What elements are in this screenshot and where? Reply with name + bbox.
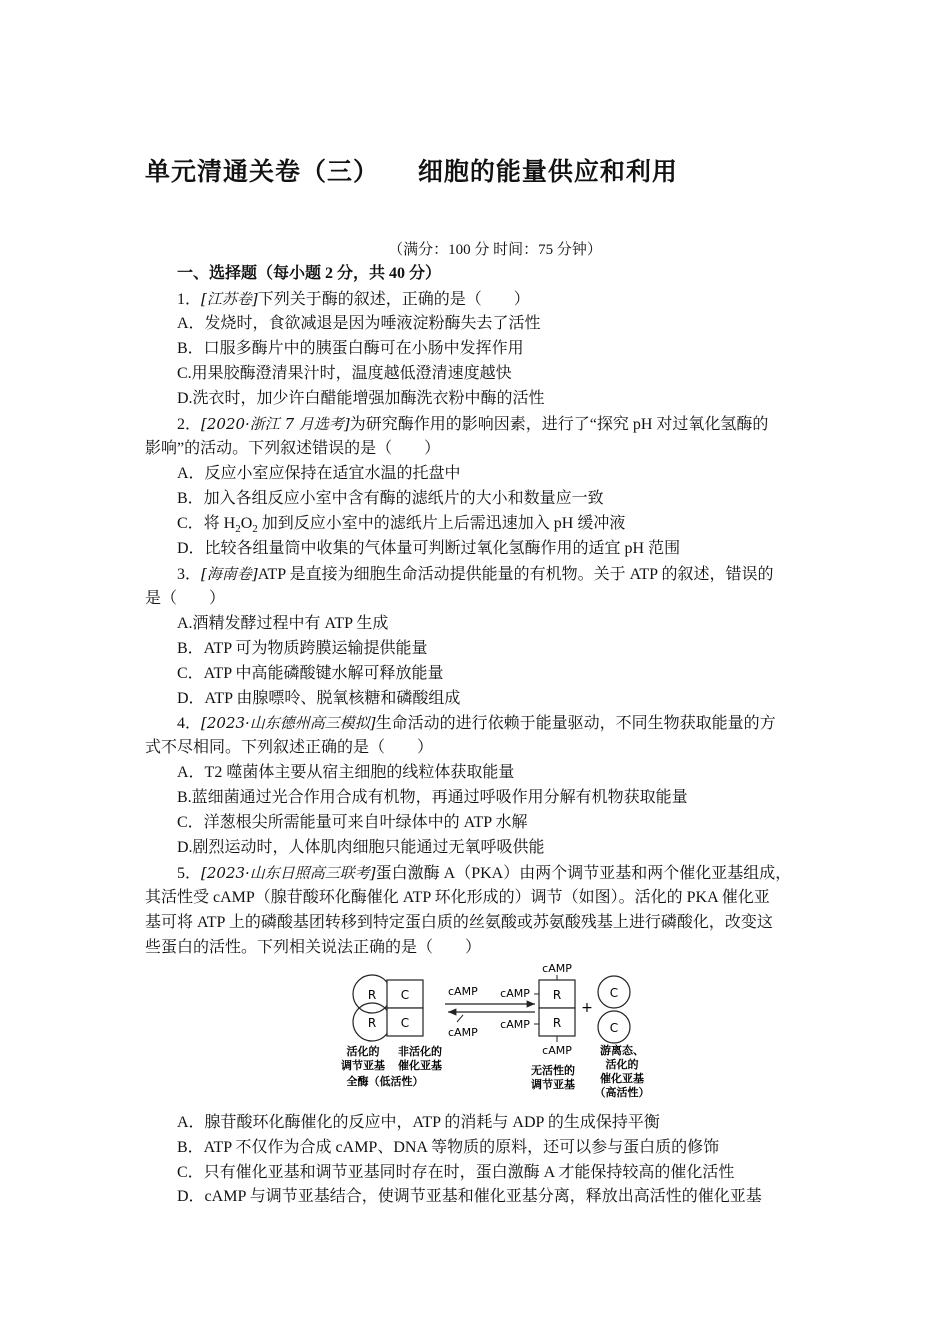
r-label-1: R <box>367 988 377 1002</box>
q1-option-a[interactable]: A．发烧时，食欲减退是因为唾液淀粉酶失去了活性 <box>177 315 541 332</box>
q5-option-b[interactable]: B．ATP 不仅作为合成 cAMP、DNA 等物质的原料，还可以参与蛋白质的修饰 <box>177 1139 720 1156</box>
label-inactive-reg-2: 调节亚基 <box>531 1078 575 1091</box>
q2-option-c-post: 加到反应小室中的滤纸片上后需迅速加入 pH 缓冲液 <box>257 515 626 532</box>
q5-stem <box>177 863 791 884</box>
q3-option-b[interactable]: B．ATP 可为物质跨膜运输提供能量 <box>177 640 428 657</box>
label-active-reg-2: 调节亚基 <box>341 1059 385 1072</box>
holoenzyme <box>341 975 442 1088</box>
q5-text: 蛋白激酶 A（PKA）由两个调节亚基和两个催化亚基组成， <box>375 865 792 882</box>
q2-sub2: 2 <box>252 523 258 536</box>
regulatory-dimer <box>500 962 575 1091</box>
label-inactive-cat-2: 催化亚基 <box>398 1059 442 1072</box>
label-free-2: 活化的 <box>605 1058 639 1071</box>
page-title: 单元清通关卷（三） 细胞的能量供应和利用 <box>145 157 678 186</box>
q3-stem <box>177 564 773 585</box>
q2-option-d[interactable]: D．比较各组量筒中收集的气体量可判断过氧化氢酶作用的适宜 pH 范围 <box>177 540 681 557</box>
q5-option-c[interactable]: C．只有催化亚基和调节亚基同时存在时，蛋白激酶 A 才能保持较高的催化活性 <box>177 1164 735 1181</box>
q2-option-c-mid: O <box>240 515 253 532</box>
section-heading: 一、选择题（每小题 2 分，共 40 分） <box>177 265 442 282</box>
q5-stem-line2: 其活性受 cAMP（腺苷酸环化酶催化 ATP 环化形成的）调节（如图）。活化的 PKA 催化亚 <box>145 889 770 906</box>
q1-option-d[interactable]: D.洗衣时，加少许白醋能增强加酶洗衣粉中酶的活性 <box>177 390 545 407</box>
camp-bottom: cAMP <box>542 1044 572 1057</box>
c-label-2: C <box>400 1016 410 1030</box>
q3-option-d[interactable]: D．ATP 由腺嘌呤、脱氧核糖和磷酸组成 <box>177 690 461 707</box>
label-inactive-reg-1: 无活性的 <box>531 1064 575 1077</box>
q3-source: [海南卷] <box>201 565 258 583</box>
q4-stem-cont: 式不尽相同。下列叙述正确的是（ ） <box>145 739 434 756</box>
pka-diagram <box>335 962 665 1110</box>
q4-stem <box>177 713 776 734</box>
plus-sign: + <box>581 1000 593 1016</box>
label-inactive-cat-1: 非活化的 <box>398 1045 442 1058</box>
q3-stem-cont: 是（ ） <box>145 590 226 607</box>
camp-top: cAMP <box>542 962 572 975</box>
release-tick <box>457 1015 463 1022</box>
q1-source: [江苏卷] <box>201 290 258 308</box>
camp-left-1: cAMP <box>500 987 530 1000</box>
q2-text: 为研究酶作用的影响因素，进行了“探究 pH 对过氧化氢酶的 <box>349 416 769 433</box>
q1-stem <box>177 289 530 310</box>
q3-option-c[interactable]: C．ATP 中高能磷酸键水解可释放能量 <box>177 665 444 682</box>
label-holoenzyme: 全酶（低活性） <box>346 1075 424 1088</box>
q4-option-a[interactable]: A．T2 噬菌体主要从宿主细胞的线粒体获取能量 <box>177 764 515 781</box>
q2-source: [2020·浙江 7 月选考] <box>201 415 350 433</box>
q5-number: 5． <box>177 865 202 882</box>
q4-text: 生命活动的进行依赖于能量驱动，不同生物获取能量的方 <box>375 715 776 732</box>
label-free-1: 游离态、 <box>600 1044 644 1057</box>
camp-label-bottom: cAMP <box>448 1026 478 1039</box>
c-label-1: C <box>400 988 410 1002</box>
free-catalytic <box>595 976 650 1099</box>
c-free-label-1: C <box>609 986 619 1000</box>
q4-source: [2023·山东德州高三模拟] <box>201 714 376 732</box>
q4-number: 4． <box>177 715 202 732</box>
q1-option-c[interactable]: C.用果胶酶澄清果汁时，温度越低澄清速度越快 <box>177 365 512 382</box>
q5-option-d[interactable]: D．cAMP 与调节亚基结合，使调节亚基和催化亚基分离，释放出高活性的催化亚基 <box>177 1188 762 1205</box>
q5-source: [2023·山东日照高三联考] <box>201 864 376 882</box>
q2-option-a[interactable]: A．反应小室应保持在适宜水温的托盘中 <box>177 465 461 482</box>
r-label-2: R <box>367 1016 377 1030</box>
q5-option-a[interactable]: A．腺苷酸环化酶催化的反应中，ATP 的消耗与 ADP 的生成保持平衡 <box>177 1114 660 1131</box>
q2-stem <box>177 414 768 435</box>
q2-option-c-pre: C．将 H <box>177 515 236 532</box>
label-active-reg-1: 活化的 <box>346 1045 380 1058</box>
label-free-3: 催化亚基 <box>600 1072 644 1085</box>
q2-option-c[interactable] <box>177 514 625 539</box>
c-free-label-2: C <box>609 1021 619 1035</box>
q3-text: ATP 是直接为细胞生命活动提供能量的有机物。关于 ATP 的叙述，错误的 <box>257 566 774 583</box>
q2-number: 2． <box>177 416 202 433</box>
q1-number: 1． <box>177 291 202 308</box>
q2-sub1: 2 <box>235 523 241 536</box>
camp-left-2: cAMP <box>500 1018 530 1031</box>
q5-stem-line3: 基可将 ATP 上的磷酸基团转移到特定蛋白质的丝氨酸或苏氨酸残基上进行磷酸化，改变这 <box>145 914 773 931</box>
q4-option-d[interactable]: D.剧烈运动时，人体肌肉细胞只能通过无氧呼吸供能 <box>177 839 545 856</box>
q1-text: 下列关于酶的叙述，正确的是（ ） <box>257 291 530 308</box>
q3-number: 3． <box>177 566 202 583</box>
q3-option-a[interactable]: A.酒精发酵过程中有 ATP 生成 <box>177 615 389 632</box>
q4-option-b[interactable]: B.蓝细菌通过光合作用合成有机物，再通过呼吸作用分解有机物获取能量 <box>177 789 688 806</box>
q1-option-b[interactable]: B．口服多酶片中的胰蛋白酶可在小肠中发挥作用 <box>177 340 524 357</box>
camp-label-top: cAMP <box>448 985 478 998</box>
q2-option-b[interactable]: B．加入各组反应小室中含有酶的滤纸片的大小和数量应一致 <box>177 490 604 507</box>
exam-info: （满分：100 分 时间：75 分钟） <box>388 242 602 258</box>
r-box-label-1: R <box>552 988 562 1002</box>
label-free-4: （高活性） <box>594 1086 650 1099</box>
q2-stem-cont: 影响”的活动。下列叙述错误的是（ ） <box>145 440 441 457</box>
q5-stem-line4: 些蛋白的活性。下列相关说法正确的是（ ） <box>145 939 482 956</box>
q4-option-c[interactable]: C．洋葱根尖所需能量可来自叶绿体中的 ATP 水解 <box>177 814 528 831</box>
r-box-label-2: R <box>552 1016 562 1030</box>
